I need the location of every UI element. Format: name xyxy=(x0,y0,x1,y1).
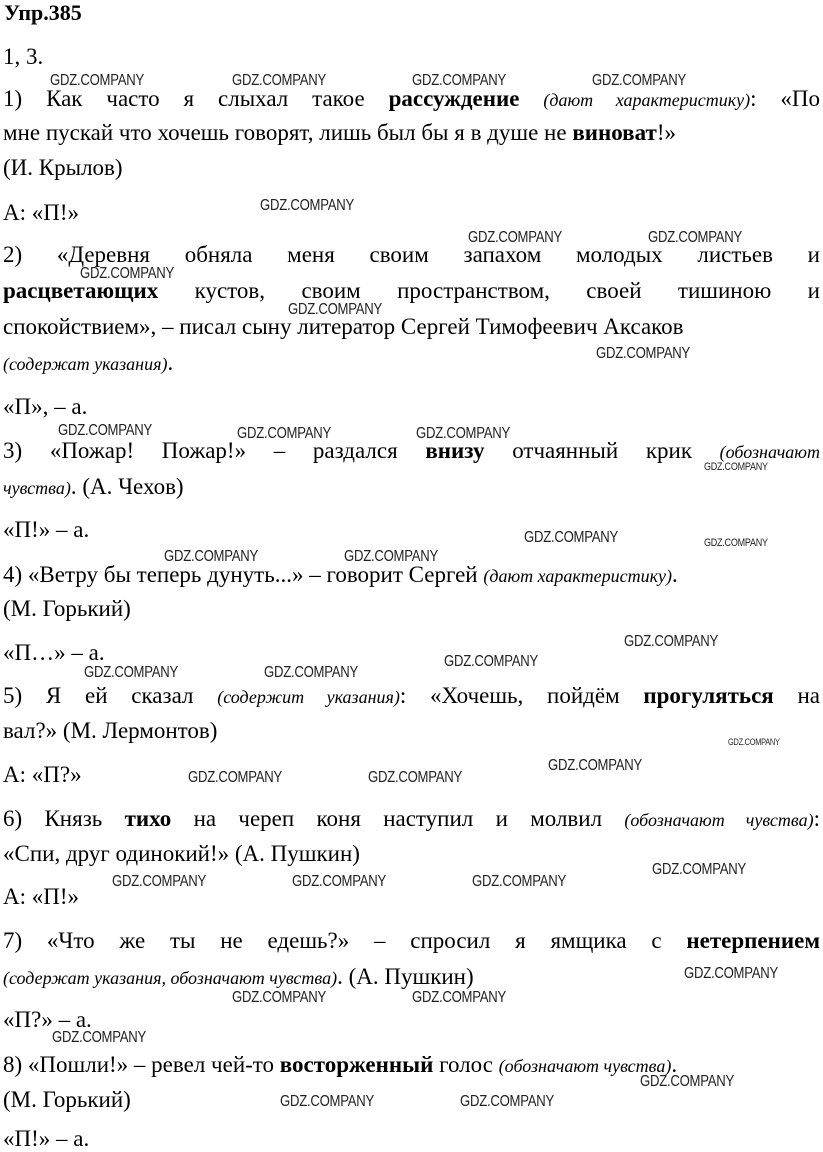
watermark: GDZ.COMPANY xyxy=(412,989,507,1006)
item-4-scheme: «П…» – а. xyxy=(3,640,105,665)
watermark: GDZ.COMPANY xyxy=(344,548,439,565)
item-5-line-2: вал?» (М. Лермонтов) xyxy=(3,718,218,743)
item-1-line-3: (И. Крылов) xyxy=(3,155,123,180)
item-5-scheme: А: «П?» xyxy=(3,762,82,787)
item-4-line-2: (М. Горький) xyxy=(3,596,131,621)
item-5-note: (содержит указания) xyxy=(217,687,400,707)
item-8-scheme: «П!» – а. xyxy=(3,1126,90,1151)
watermark: GDZ.COMPANY xyxy=(264,664,359,681)
item-3-line-1: 3) «Пожар! Пожар!» – раздался внизу отчаянный крик (обозначают xyxy=(3,438,820,463)
watermark: GDZ.COMPANY xyxy=(728,737,780,747)
item-2-line-4: (содержат указания). xyxy=(3,350,174,375)
item-6-line-2: «Спи, друг одинокий!» (А. Пушкин) xyxy=(3,841,360,866)
item-3-scheme: «П!» – а. xyxy=(3,517,90,542)
item-6-note: (обозначают чувства) xyxy=(624,810,814,830)
answer-numbers: 1, 3. xyxy=(3,44,44,69)
item-4-line-1: 4) «Ветру бы теперь дунуть...» – говорит Сергей (дают характеристику). xyxy=(3,562,678,587)
item-3-note: (обозначают xyxy=(719,442,820,462)
item-7-note: (содержат указания, обозначают чувства) xyxy=(3,968,338,988)
watermark: GDZ.COMPANY xyxy=(524,529,619,546)
watermark: GDZ.COMPANY xyxy=(592,72,687,89)
watermark: GDZ.COMPANY xyxy=(640,1073,735,1090)
item-4-note: (дают характеристику) xyxy=(483,566,672,586)
watermark: GDZ.COMPANY xyxy=(237,425,332,442)
item-2-line-1: 2) «Деревня обняла меня своим запахом молодых листьев и xyxy=(3,242,820,267)
item-7-line-2: (содержат указания, обозначают чувства). (А. Пушкин) xyxy=(3,964,474,989)
watermark: GDZ.COMPANY xyxy=(704,461,768,473)
item-1-scheme: А: «П!» xyxy=(3,200,80,225)
watermark: GDZ.COMPANY xyxy=(58,422,153,439)
item-8-note: (обозначают чувства) xyxy=(498,1056,672,1076)
watermark: GDZ.COMPANY xyxy=(412,72,507,89)
watermark: GDZ.COMPANY xyxy=(80,265,175,282)
item-2-note: (содержат указания) xyxy=(3,354,168,374)
item-1-line-2: мне пускай что хочешь говорят, лишь был бы я в душе не виноват!» xyxy=(3,120,676,145)
watermark: GDZ.COMPANY xyxy=(280,1093,375,1110)
watermark: GDZ.COMPANY xyxy=(84,664,179,681)
item-6-scheme: А: «П!» xyxy=(3,884,80,909)
watermark: GDZ.COMPANY xyxy=(368,769,463,786)
watermark: GDZ.COMPANY xyxy=(112,873,207,890)
item-1-line-1: 1) Как часто я слыхал такое рассуждение (дают характеристику): «По xyxy=(3,86,821,111)
item-7-scheme: «П?» – а. xyxy=(3,1007,92,1032)
watermark: GDZ.COMPANY xyxy=(648,229,743,246)
watermark: GDZ.COMPANY xyxy=(416,425,511,442)
watermark: GDZ.COMPANY xyxy=(472,873,567,890)
watermark: GDZ.COMPANY xyxy=(188,769,283,786)
item-2-line-2: расцветающих кустов, своим пространством, своей тишиною и xyxy=(3,278,820,303)
exercise-title: Упр.385 xyxy=(4,0,82,25)
item-8-line-2: (М. Горький) xyxy=(3,1087,131,1112)
item-5-line-1: 5) Я ей сказал (содержит указания): «Хочешь, пойдём прогуляться на xyxy=(3,683,820,708)
watermark: GDZ.COMPANY xyxy=(624,633,719,650)
watermark: GDZ.COMPANY xyxy=(260,197,355,214)
watermark: GDZ.COMPANY xyxy=(704,537,768,549)
item-8-line-1: 8) «Пошли!» – ревел чей-то восторженный голос (обозначают чувства). xyxy=(3,1052,678,1077)
item-2-scheme: «П», – а. xyxy=(3,394,88,419)
watermark: GDZ.COMPANY xyxy=(164,548,259,565)
watermark: GDZ.COMPANY xyxy=(232,72,327,89)
watermark: GDZ.COMPANY xyxy=(460,1093,555,1110)
item-6-line-1: 6) Князь тихо на череп коня наступил и молвил (обозначают чувства): xyxy=(3,806,820,831)
watermark: GDZ.COMPANY xyxy=(50,72,145,89)
watermark: GDZ.COMPANY xyxy=(444,653,539,670)
item-7-line-1: 7) «Что же ты не едешь?» – спросил я ямщика с нетерпением xyxy=(3,928,820,953)
item-1-note: (дают характеристику) xyxy=(543,90,751,110)
watermark: GDZ.COMPANY xyxy=(596,345,691,362)
watermark: GDZ.COMPANY xyxy=(232,989,327,1006)
watermark: GDZ.COMPANY xyxy=(652,861,747,878)
watermark: GDZ.COMPANY xyxy=(292,873,387,890)
watermark: GDZ.COMPANY xyxy=(52,1029,147,1046)
watermark: GDZ.COMPANY xyxy=(684,965,779,982)
watermark: GDZ.COMPANY xyxy=(288,301,383,318)
watermark: GDZ.COMPANY xyxy=(548,757,643,774)
item-3-line-2: чувства). (А. Чехов) xyxy=(3,474,184,499)
item-2-line-3: спокойствием», – писал сыну литератор Сергей Тимофеевич Аксаков xyxy=(3,314,684,339)
watermark: GDZ.COMPANY xyxy=(468,229,563,246)
